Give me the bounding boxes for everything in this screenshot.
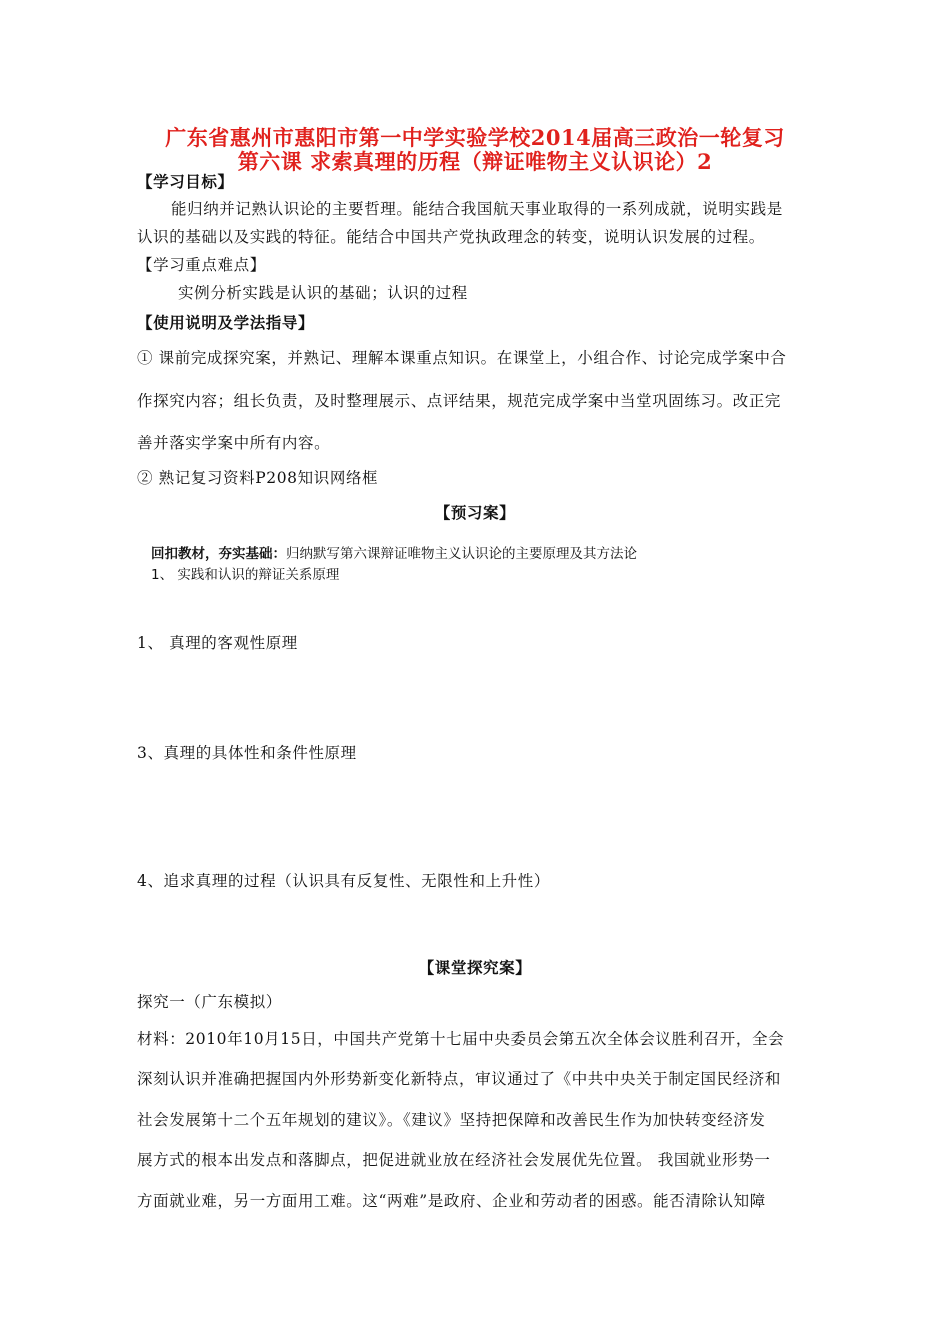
preview-item-1: 1、 实践和认识的辩证关系原理 [151,567,340,583]
classroom-subheading: 探究一（广东模拟） [137,993,282,1011]
key-points-text: 实例分析实践是认识的基础；认识的过程 [178,284,468,302]
preview-intro-bold: 回扣教材，夯实基础： [151,546,286,562]
document-title-line2: 第六课 求索真理的历程（辩证唯物主义认识论）2 [237,149,713,174]
preview-heading: 【预习案】 [434,503,516,522]
key-points-heading: 【学习重点难点】 [137,256,266,274]
usage-item1-line1: ① 课前完成探究案，并熟记、理解本课重点知识。在课堂上，小组合作、讨论完成学案中合 [137,349,787,367]
goals-text-line2: 认识的基础以及实践的特征。能结合中国共产党执政理念的转变，说明认识发展的过程。 [137,228,765,246]
material-line4: 展方式的根本出发点和落脚点，把促进就业放在经济社会发展优先位置。 我国就业形势一 [137,1151,771,1169]
usage-item1-line2: 作探究内容；组长负责，及时整理展示、点评结果，规范完成学案中当堂巩固练习。改正完 [137,392,782,410]
goals-text-line1: 能归纳并记熟认识论的主要哲理。能结合我国航天事业取得的一系列成就，说明实践是 [171,200,783,218]
preview-intro [151,542,637,562]
preview-item-3: 3、真理的具体性和条件性原理 [137,744,357,762]
document-title-line1: 广东省惠州市惠阳市第一中学实验学校2014届高三政治一轮复习 [165,125,785,150]
usage-item1-line3: 善并落实学案中所有内容。 [137,434,331,452]
material-line3: 社会发展第十二个五年规划的建议》。《建议》坚持把保障和改善民生作为加快转变经济发 [137,1111,766,1129]
preview-item-2: 1、 真理的客观性原理 [137,634,298,652]
usage-item2: ② 熟记复习资料P208知识网络框 [137,469,379,487]
material-line5: 方面就业难，另一方面用工难。这“两难”是政府、企业和劳动者的困惑。能否清除认知障 [137,1192,766,1210]
classroom-heading: 【课堂探究案】 [418,958,532,977]
material-line1: 材料：2010年10月15日，中国共产党第十七届中央委员会第五次全体会议胜利召开，全会 [137,1030,785,1048]
preview-item-4: 4、追求真理的过程（认识具有反复性、无限性和上升性） [137,872,550,890]
preview-intro-rest: 归纳默写第六课辩证唯物主义认识论的主要原理及其方法论 [286,546,637,562]
material-line2: 深刻认识并准确把握国内外形势新变化新特点，审议通过了《中共中央关于制定国民经济和 [137,1070,782,1088]
goals-heading: 【学习目标】 [137,172,234,191]
usage-heading: 【使用说明及学法指导】 [137,313,315,332]
